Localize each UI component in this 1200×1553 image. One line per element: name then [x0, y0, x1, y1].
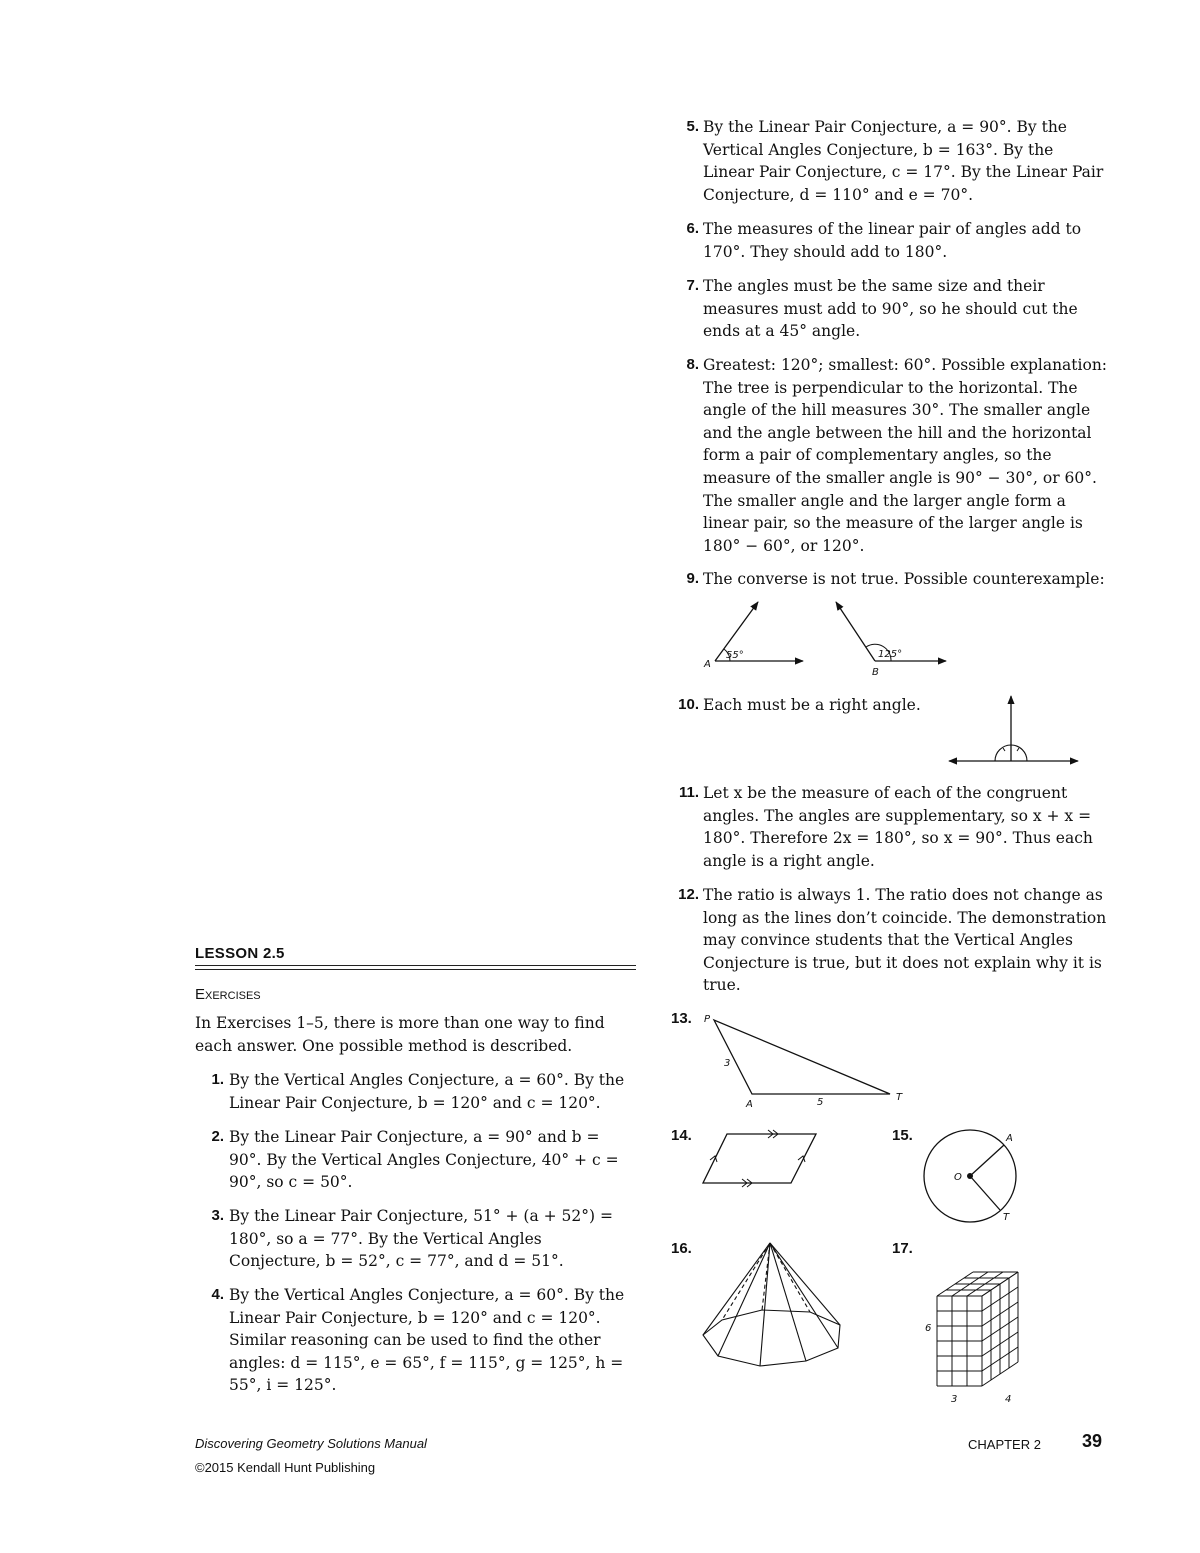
heading-rule	[195, 965, 636, 966]
hidden-edge	[722, 1243, 770, 1320]
exercise-14-number: 14.	[671, 1127, 692, 1144]
exercise-6	[668, 218, 1108, 263]
lateral-edge	[703, 1243, 770, 1335]
page-number: 39	[1082, 1431, 1103, 1451]
exercise-number: 8.	[686, 356, 699, 373]
exercise-13-number: 13.	[671, 1010, 692, 1027]
exercise-17-number: 17.	[892, 1240, 913, 1257]
figure-9-counterexample	[700, 595, 960, 685]
exercise-number: 1.	[211, 1071, 224, 1088]
exercise-12	[668, 884, 1108, 997]
tick-mark	[1003, 748, 1005, 751]
hidden-edge	[770, 1243, 810, 1312]
footer-book-title: Discovering Geometry Solutions Manual	[195, 1436, 427, 1451]
vertex-b-label: B	[872, 667, 879, 678]
exercise-text: By the Linear Pair Conjecture, a = 90° and b = 90°. By the Vertical Angles Conjecture, 40° + c = 90°, so c = 50°.	[229, 1128, 619, 1192]
figure-16-pyramid	[700, 1240, 850, 1380]
side-pa-length: 3	[724, 1058, 731, 1069]
section-heading: Exercises	[195, 986, 261, 1003]
side-at-length: 5	[817, 1097, 824, 1108]
exercise-number: 4.	[211, 1286, 224, 1303]
exercise-text: The measures of the linear pair of angles add to 170°. They should add to 180°.	[703, 220, 1082, 261]
triangle-pat	[714, 1020, 890, 1094]
footer-copyright: ©2015 Kendall Hunt Publishing	[195, 1460, 376, 1475]
exercise-text: By the Vertical Angles Conjecture, a = 60°. By the Linear Pair Conjecture, b = 120° and c = 120°. Similar reasoning can be used to find the other angles: d = 115°, e = 65°, f = 115°, g = 125°, h = 55°, i = 125°.	[229, 1286, 625, 1395]
exercise-15-number: 15.	[892, 1127, 913, 1144]
vertex-a-label: A	[704, 659, 711, 670]
lesson-title: LESSON 2.5	[195, 945, 285, 962]
vertex-t-label: T	[896, 1092, 903, 1103]
figure-14-parallelogram	[700, 1130, 830, 1190]
exercise-text: Each must be a right angle.	[703, 696, 921, 714]
figure-15-circle	[920, 1128, 1030, 1228]
point-a-label: A	[1006, 1133, 1013, 1144]
exercise-number: 3.	[211, 1207, 224, 1224]
exercise-number: 12.	[678, 886, 699, 903]
exercise-16-number: 16.	[671, 1240, 692, 1257]
exercise-number: 11.	[678, 784, 699, 801]
vertex-p-label: P	[704, 1014, 711, 1025]
height-label: 6	[925, 1323, 932, 1334]
exercise-text: Greatest: 120°; smallest: 60°. Possible explanation: The tree is perpendicular to the horizontal. The angle of the hill measures 30°. The smaller angle and the angle between the hill and the horizontal form a pair of complementary angles, so the measure of the smaller angle is 90° − 30°, or 60°. The smaller angle and the larger angle form a linear pair, so the measure of the larger angle is 180° − 60°, or 120°.	[703, 356, 1108, 555]
exercise-text: By the Vertical Angles Conjecture, a = 60°. By the Linear Pair Conjecture, b = 120° and c = 120°.	[229, 1071, 625, 1112]
exercise-text: By the Linear Pair Conjecture, a = 90°. By the Vertical Angles Conjecture, b = 163°. By the Linear Pair Conjecture, c = 17°. By the Linear Pair Conjecture, d = 110° and e = 70°.	[703, 118, 1104, 204]
figure-10-right-angles	[945, 693, 1085, 773]
exercise-9	[668, 568, 1108, 591]
exercise-2	[200, 1126, 630, 1194]
radius-ot	[970, 1176, 1000, 1210]
exercise-1	[200, 1069, 630, 1114]
exercise-5	[668, 116, 1108, 206]
heading-rule-thin	[195, 969, 636, 970]
lateral-edge	[770, 1243, 806, 1361]
point-t-label: T	[1003, 1212, 1010, 1223]
exercise-number: 6.	[686, 220, 699, 237]
radius-oa	[970, 1145, 1004, 1176]
angle-b-measure: 125°	[878, 649, 903, 660]
exercise-number: 10.	[678, 696, 699, 713]
exercise-11	[668, 782, 1108, 872]
exercise-3	[200, 1205, 630, 1273]
tick-mark	[1017, 748, 1019, 751]
exercise-text: By the Linear Pair Conjecture, 51° + (a + 52°) = 180°, so a = 77°. By the Vertical Angles Conjecture, b = 52°, c = 77°, and d = 51°.	[229, 1207, 613, 1271]
parallelogram	[703, 1134, 816, 1183]
vertex-a-label: A	[746, 1099, 753, 1110]
exercise-number: 5.	[686, 118, 699, 135]
exercise-7	[668, 275, 1108, 343]
exercise-text: The angles must be the same size and their measures must add to 90°, so he should cut the ends at a 45° angle.	[703, 277, 1078, 341]
lateral-edge	[770, 1243, 838, 1348]
exercise-4	[200, 1284, 630, 1397]
depth-label: 4	[1005, 1394, 1012, 1405]
exercise-number: 2.	[211, 1128, 224, 1145]
exercise-number: 7.	[686, 277, 699, 294]
center-o-label: O	[954, 1172, 962, 1183]
exercise-text: The ratio is always 1. The ratio does not change as long as the lines don’t coincide. The demonstration may convince students that the Vertical Angles Conjecture is true, but it does not explain why it is true.	[703, 886, 1107, 995]
figure-17-labels	[915, 1236, 1055, 1406]
exercise-text: Let x be the measure of each of the congruent angles. The angles are supplementary, so x + x = 180°. Therefore 2x = 180°, so x = 90°. Thus each angle is a right angle.	[703, 784, 1093, 870]
ray	[836, 602, 875, 661]
exercise-text: The converse is not true. Possible counterexample:	[703, 570, 1105, 588]
footer-chapter: CHAPTER 2	[968, 1437, 1041, 1452]
angle-a-measure: 55°	[726, 650, 744, 661]
exercise-8	[668, 354, 1108, 557]
width-label: 3	[951, 1394, 958, 1405]
figure-13-triangle	[700, 1008, 920, 1108]
exercise-number: 9.	[686, 570, 699, 587]
exercises-intro: In Exercises 1–5, there is more than one way to find each answer. One possible method is described.	[195, 1014, 605, 1055]
lateral-edge	[770, 1243, 840, 1325]
